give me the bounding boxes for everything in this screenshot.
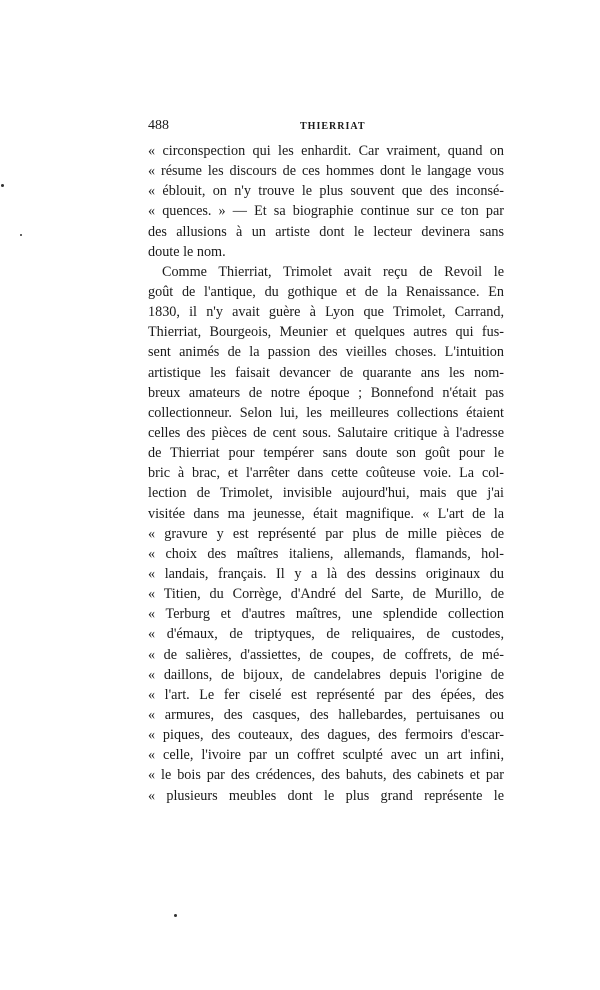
text-line: Comme Thierriat, Trimolet avait reçu de Revoil le bbox=[162, 263, 504, 280]
text-line: « landais, français. Il y a là des dessins originaux du bbox=[148, 565, 504, 582]
text-line: collectionneur. Selon lui, les meilleures collections étaient bbox=[148, 404, 504, 421]
text-line: breux amateurs de notre époque ; Bonnefond n'était pas bbox=[148, 384, 504, 401]
text-line: Thierriat, Bourgeois, Meunier et quelques autres qui fus- bbox=[148, 324, 504, 341]
text-line: « l'art. Le fer ciselé est représenté par des épées, des bbox=[148, 686, 504, 703]
text-line: « résume les discours de ces hommes dont le langage vous bbox=[148, 163, 504, 180]
text-line: lection de Trimolet, invisible aujourd'hui, mais que j'ai bbox=[148, 485, 504, 502]
body-text bbox=[148, 141, 504, 806]
text-line: 1830, il n'y avait guère à Lyon que Trimolet, Carrand, bbox=[148, 304, 504, 321]
text-line: « éblouit, on n'y trouve le plus souvent que des inconsé- bbox=[148, 183, 504, 200]
text-line: « le bois par des crédences, des bahuts, des cabinets et par bbox=[148, 767, 504, 784]
text-line: visitée dans ma jeunesse, était magnifique. « L'art de la bbox=[148, 505, 504, 522]
text-line: « Titien, du Corrège, d'André del Sarte, de Murillo, de bbox=[148, 586, 504, 603]
text-line: artistique les faisait devancer de quarante ans les nom- bbox=[148, 364, 504, 381]
page-header bbox=[148, 118, 504, 138]
text-line: « celle, l'ivoire par un coffret sculpté avec un art infini, bbox=[148, 747, 504, 764]
text-line: bric à brac, et l'arrêter dans cette coûteuse voie. La col- bbox=[148, 465, 504, 482]
text-line: celles des pièces de cent sous. Salutaire critique à l'adresse bbox=[148, 424, 504, 441]
text-line: « armures, des casques, des hallebardes, pertuisanes ou bbox=[148, 706, 504, 723]
text-line: « choix des maîtres italiens, allemands, flamands, hol- bbox=[148, 545, 504, 562]
text-line: doute le nom. bbox=[148, 243, 226, 260]
running-head: THIERRIAT bbox=[300, 121, 366, 132]
text-line: sent animés de la passion des vieilles choses. L'intuition bbox=[148, 344, 504, 361]
text-line: « d'émaux, de triptyques, de reliquaires, de custodes, bbox=[148, 626, 504, 643]
text-line: « piques, des couteaux, des dagues, des fermoirs d'escar- bbox=[148, 727, 504, 744]
page-number: 488 bbox=[148, 118, 169, 133]
scan-speck bbox=[1, 184, 4, 187]
text-line: « Terburg et d'autres maîtres, une splendide collection bbox=[148, 606, 504, 623]
text-line: « circonspection qui les enhardit. Car vraiment, quand on bbox=[148, 143, 504, 159]
text-line: « plusieurs meubles dont le plus grand représente le bbox=[148, 787, 504, 804]
text-line: « daillons, de bijoux, de candelabres depuis l'origine de bbox=[148, 666, 504, 683]
text-line: de Thierriat pour tempérer sans doute son goût pour le bbox=[148, 445, 504, 462]
scan-speck bbox=[174, 914, 177, 917]
text-line: « de salières, d'assiettes, de coupes, de coffrets, de mé- bbox=[148, 646, 504, 663]
text-line: « quences. » — Et sa biographie continue sur ce ton par bbox=[148, 203, 504, 220]
scan-speck bbox=[20, 234, 22, 236]
text-line: des allusions à un artiste dont le lecteur devinera sans bbox=[148, 223, 504, 240]
text-line: « gravure y est représenté par plus de mille pièces de bbox=[148, 525, 504, 542]
text-line: goût de l'antique, du gothique et de la Renaissance. En bbox=[148, 283, 504, 300]
